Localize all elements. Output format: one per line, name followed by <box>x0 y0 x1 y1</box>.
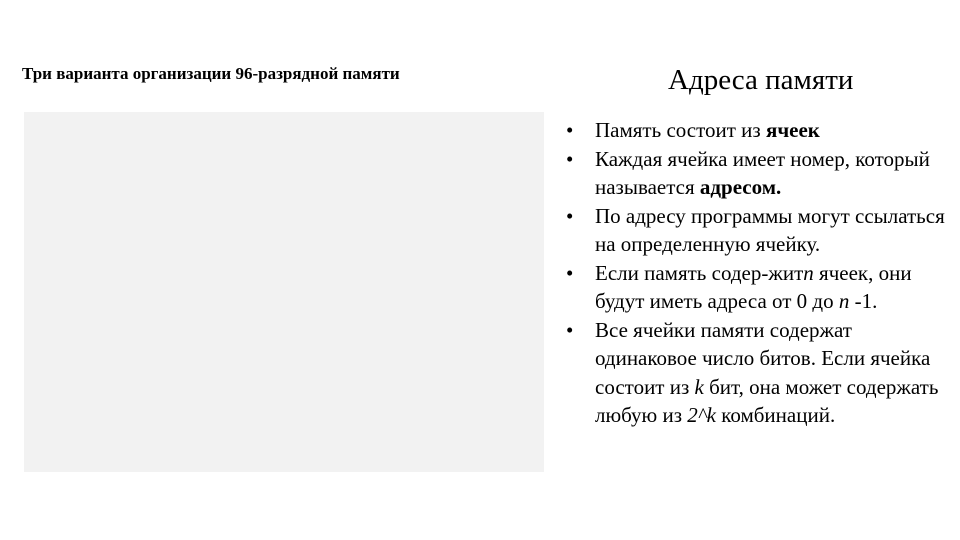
bullet-item <box>566 259 951 316</box>
bullet-text: Каждая ячейка имеет номер, который называется <box>595 146 930 199</box>
bullet-text: Память состоит из <box>595 118 766 142</box>
bullet-dot-icon: • <box>566 146 574 171</box>
bullet-item <box>566 316 951 430</box>
bullet-item <box>566 202 951 259</box>
bullet-text: k <box>694 374 704 399</box>
bullet-text: бит, она может содержать любую из <box>595 374 939 427</box>
bullet-item <box>566 116 951 145</box>
bullet-dot-icon: • <box>566 118 574 142</box>
bullet-text: n <box>803 260 814 285</box>
bullet-dot-icon: • <box>566 260 574 285</box>
bullet-item <box>566 145 951 202</box>
bullet-list <box>566 116 951 430</box>
bullet-text: ячеек <box>765 118 820 142</box>
memory-organization-figure <box>24 112 544 472</box>
figure-title: Три варианта организации 96-разрядной памяти <box>22 64 400 83</box>
bullet-text: Если память содер-жит <box>595 260 804 285</box>
bullet-text: ячеек, они будут иметь адреса от 0 до <box>595 260 912 313</box>
bullet-dot-icon: • <box>566 203 574 228</box>
bullet-text: n <box>838 289 850 313</box>
bullet-dot-icon: • <box>566 317 574 342</box>
bullet-text: -1. <box>849 289 878 313</box>
bullet-text: комбинаций. <box>715 403 836 427</box>
bullet-text: Все ячейки памяти содержат одинаковое число битов. Если ячейка состоит из <box>595 317 931 399</box>
bullet-text: 2^k <box>687 403 716 427</box>
memory-diagram <box>24 112 544 472</box>
bullet-text: адресом. <box>699 175 782 199</box>
bullet-text: По адресу программы могут ссылаться на определенную ячейку. <box>595 203 945 256</box>
slide-title: Адреса памяти <box>668 64 854 96</box>
